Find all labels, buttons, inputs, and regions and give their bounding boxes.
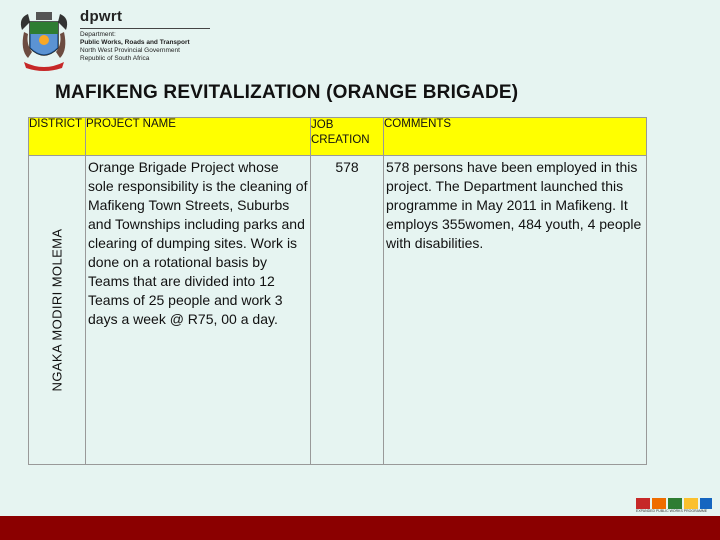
dept-line-4: Republic of South Africa: [80, 55, 150, 62]
district-name: NGAKA MODIRI MOLEMA: [49, 228, 65, 392]
epwp-logo: [634, 496, 714, 516]
cell-district: [29, 156, 86, 465]
cell-comments: 578 persons have been employed in this project. The Department launched this programme in May 2011 in Mafikeng. It employs 355women, 484 youth, 4 people with disabilities.: [384, 156, 647, 465]
footer-bar: [0, 516, 720, 540]
cell-project-description: Orange Brigade Project whose sole responsibility is the cleaning of Mafikeng Town Streets, Suburbs and Townships including parks and clearing of dumping sites. Work is done on a rotational basis by Teams that are divided into 12 Teams of 25 people and work 3 days a week @ R75, 00 a day.: [86, 156, 311, 465]
header-project-name: PROJECT NAME: [86, 118, 311, 156]
table-header-row: [29, 118, 647, 156]
project-table: [28, 117, 647, 465]
dept-line-2: Public Works, Roads and Transport: [80, 39, 190, 46]
department-logo: [80, 8, 215, 63]
header-job-creation: JOB CREATION: [311, 118, 384, 156]
header-district: DISTRICT: [29, 118, 86, 156]
logo-divider: [80, 28, 210, 29]
coat-of-arms-logo: [14, 10, 74, 72]
dept-line-1: Department:: [80, 31, 116, 38]
header-comments: COMMENTS: [384, 118, 647, 156]
table-row: [29, 156, 647, 465]
epwp-caption: EXPANDED PUBLIC WORKS PROGRAMME: [636, 509, 708, 513]
dept-line-3: North West Provincial Government: [80, 47, 180, 54]
page-title: MAFIKENG REVITALIZATION (ORANGE BRIGADE): [55, 82, 519, 103]
cell-job-creation: 578: [311, 156, 384, 465]
logo-wordmark: dpwrt: [80, 8, 123, 25]
